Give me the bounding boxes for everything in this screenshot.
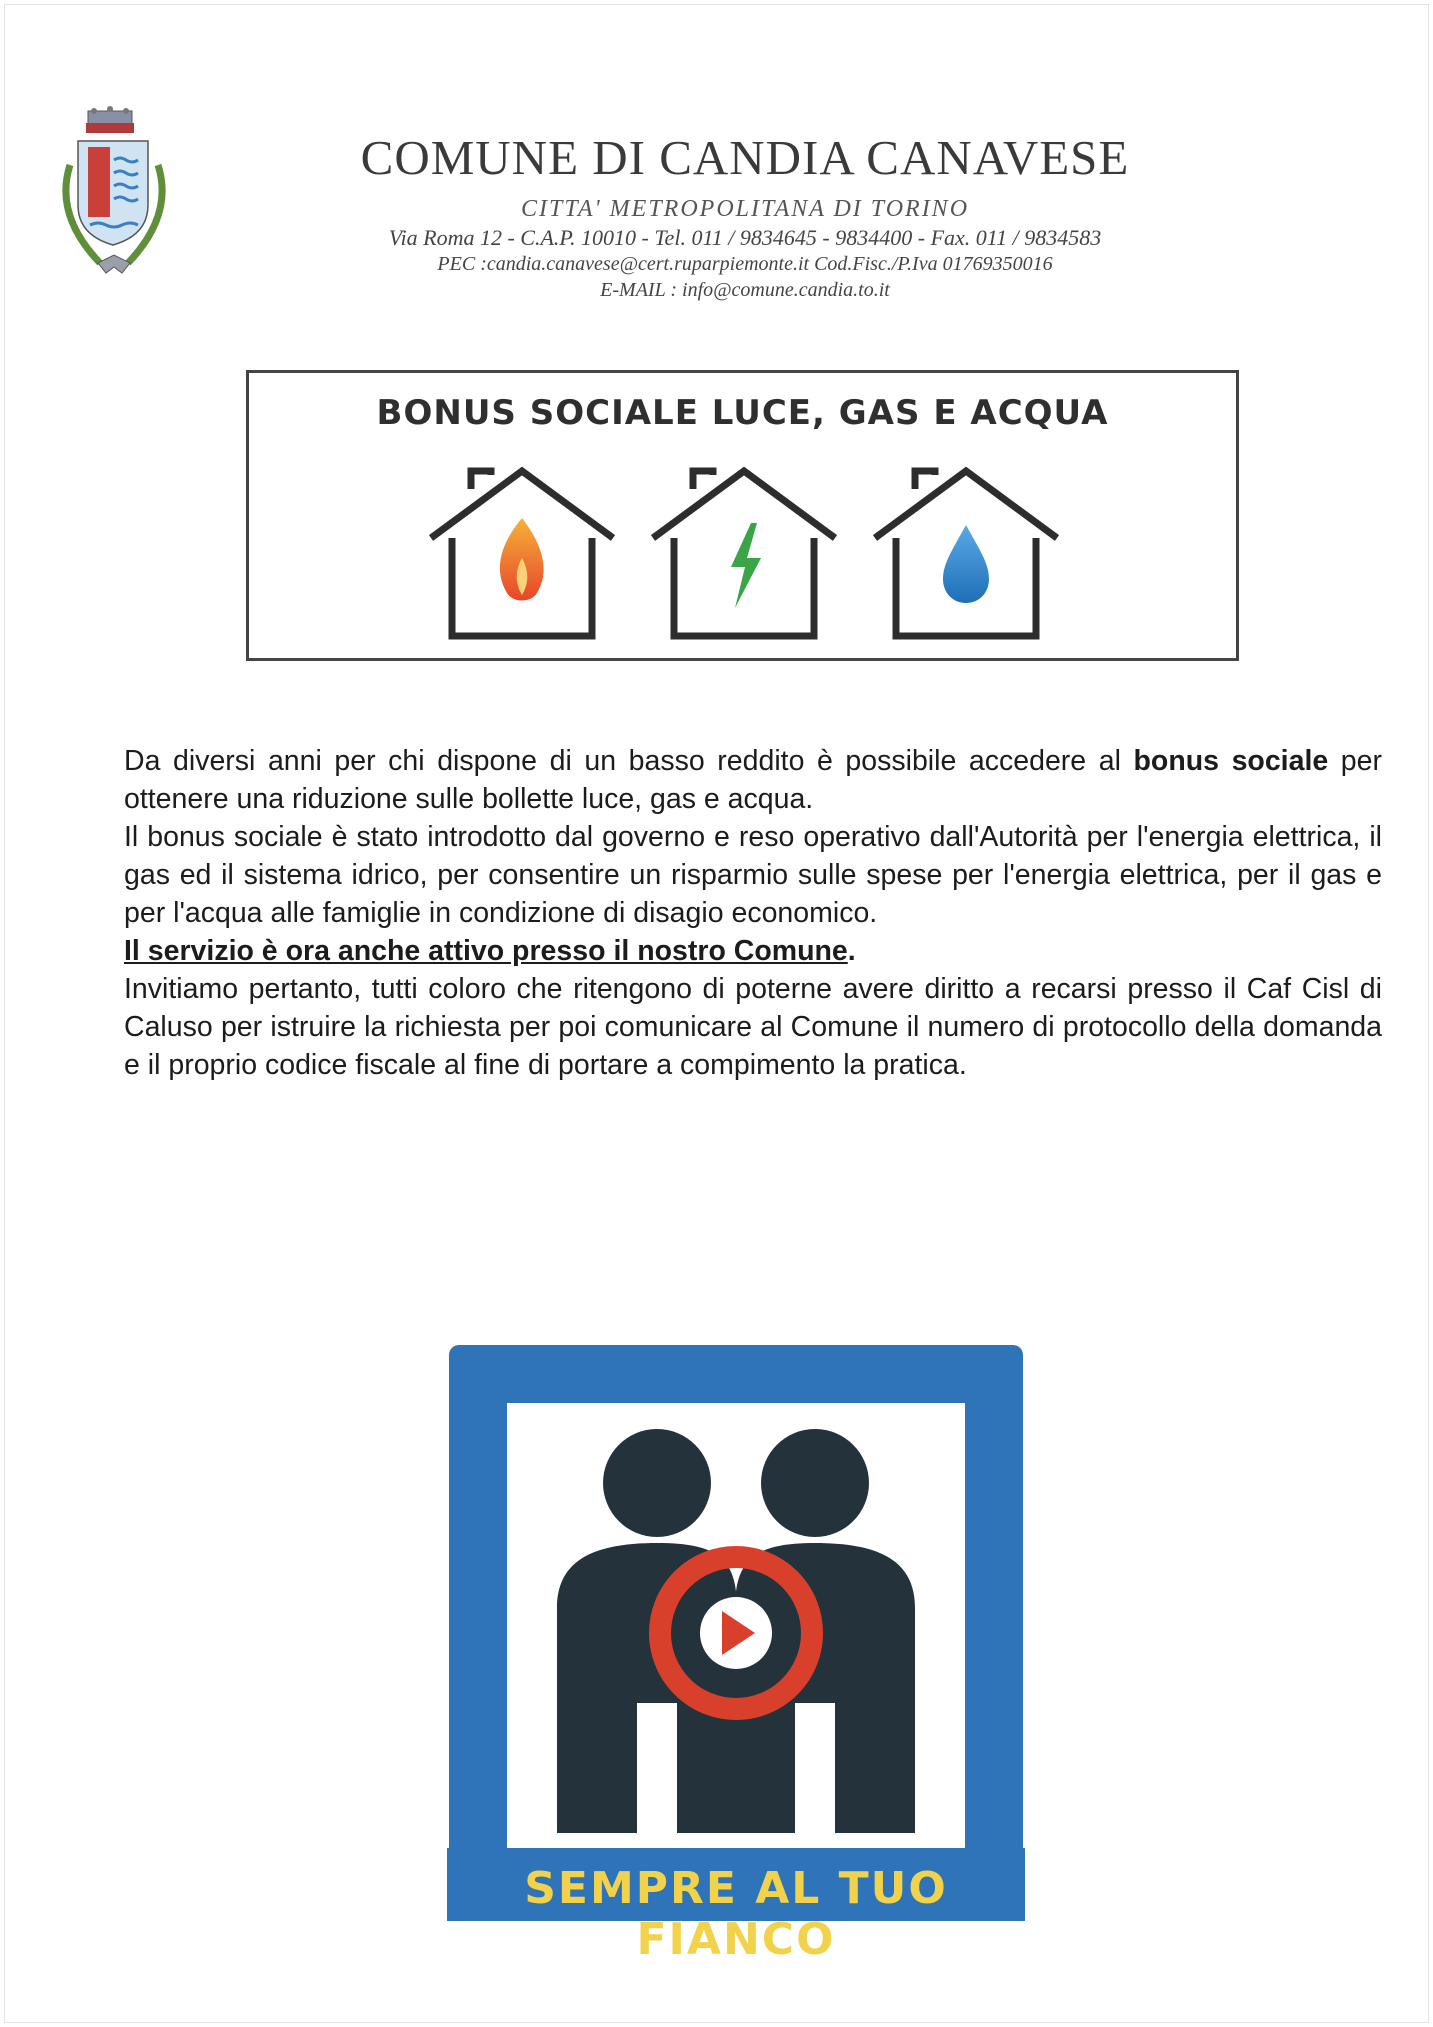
municipality-title: COMUNE DI CANDIA CANAVESE (360, 130, 1130, 185)
service-active-period: . (847, 935, 856, 967)
utility-houses (427, 463, 1067, 643)
paragraph-intro (124, 742, 1382, 818)
electricity-house-icon (653, 471, 835, 636)
sempre-al-tuo-fianco-logo (447, 1343, 1025, 1965)
gas-flame-house-icon (431, 471, 613, 636)
announcement-text (124, 742, 1382, 1084)
metropolitan-city-line: CITTA' METROPOLITANA DI TORINO (520, 196, 970, 222)
bonus-sociale-emphasis: bonus sociale (1133, 745, 1329, 777)
bonus-banner-title: BONUS SOCIALE LUCE, GAS E ACQUA (376, 393, 1109, 433)
letterhead (330, 130, 1160, 303)
service-active-underlined: Il servizio è ora anche attivo presso il nostro Comune (124, 935, 848, 967)
pec-line: PEC :candia.canavese@cert.ruparpiemonte.it Cod.Fisc./P.Iva 01769350016 (437, 253, 1053, 275)
support-logo-icon (447, 1343, 1025, 1921)
paragraph-description: Il bonus sociale è stato introdotto dal governo e reso operativo dall'Autorità per l'energia elettrica, il gas ed il sistema idrico, per consentire un risparmio sulle spese per l'energia elettrica, per il gas e per l'acqua alle famiglie in condizione di disagio economico. (124, 821, 1382, 929)
logo-caption: SEMPRE AL TUO FIANCO (524, 1863, 948, 1965)
water-drop-house-icon (875, 471, 1057, 636)
email-line: E-MAIL : info@comune.candia.to.it (600, 279, 890, 301)
paragraph-invitation: Invitiamo pertanto, tutti coloro che ritengono di poterne avere diritto a recarsi presso il Caf Cisl di Caluso per istruire la richiesta per poi comunicare al Comune il numero di protocollo della domanda e il proprio codice fiscale al fine di portare a compimento la pratica. (124, 973, 1382, 1081)
service-active-notice (124, 932, 1382, 970)
municipal-crest-icon (50, 105, 180, 283)
intro-text: Da diversi anni per chi dispone di un basso reddito è possibile accedere al (124, 745, 1134, 777)
bonus-banner (246, 370, 1239, 661)
address-line: Via Roma 12 - C.A.P. 10010 - Tel. 011 / 9834645 - 9834400 - Fax. 011 / 9834583 (388, 225, 1102, 250)
intro-text-end: per ottenere una riduzione sulle bollette luce, gas e acqua. (124, 745, 1382, 815)
